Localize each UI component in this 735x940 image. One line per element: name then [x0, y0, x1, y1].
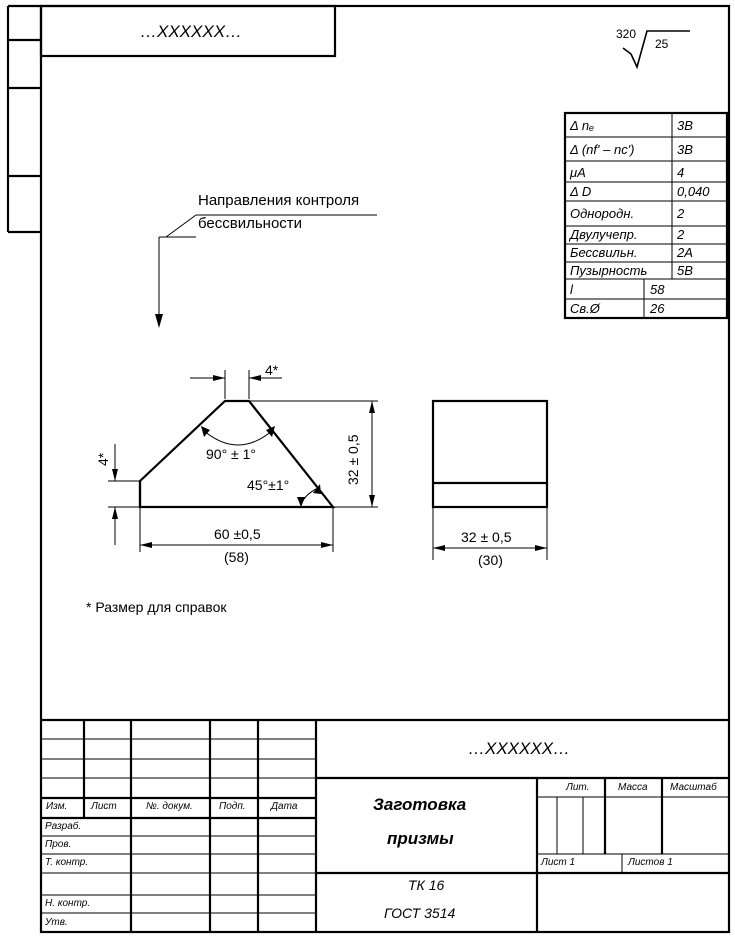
inspection-note-line1: Направления контроля [198, 192, 360, 209]
dim-height-text: 32 ± 0,5 [345, 434, 361, 485]
dim-side-width-ref-text: (30) [478, 552, 503, 568]
param-value: 2 [677, 227, 685, 242]
roughness-value-top: 320 [616, 27, 637, 41]
sheet-label: Лист 1 [541, 857, 576, 868]
top-stamp-text: …XXXXXX… [140, 22, 243, 41]
param-value: 0,040 [677, 184, 710, 199]
param-value: 3В [677, 142, 693, 157]
param-value: 26 [650, 301, 665, 316]
col-header-change: Изм. [46, 801, 68, 812]
dim-base-length-ref-text: (58) [224, 549, 249, 565]
param-value: 2А [677, 245, 693, 260]
role-checker: Пров. [45, 839, 72, 850]
dim-apex-angle-text: 90° ± 1° [206, 446, 257, 462]
param-value: 5В [677, 263, 693, 278]
col-header-sheet: Лист [91, 801, 117, 812]
roughness-value: 25 [655, 37, 669, 51]
prism-side-view [433, 401, 547, 507]
param-label: Однородн. [570, 206, 635, 221]
col-header-doc-no: №. докум. [146, 801, 193, 812]
param-label: Бессвильн. [570, 245, 638, 260]
dim-left-height [108, 444, 139, 545]
param-value: 2 [677, 206, 685, 221]
lit-label: Лит. [566, 782, 590, 793]
param-label: Двулучепр. [570, 227, 638, 242]
dim-apex-angle [201, 426, 275, 445]
role-tech-control: Т. контр. [45, 857, 89, 868]
param-label: Св.Ø [570, 301, 600, 316]
title-block-grid [41, 720, 729, 932]
col-header-signature: Подп. [219, 801, 246, 812]
role-norm-control: Н. контр. [45, 898, 91, 909]
param-label: μA [570, 165, 586, 180]
role-approver: Утв. [45, 917, 68, 928]
dim-side-width-text: 32 ± 0,5 [461, 529, 512, 545]
sheets-label: Листов 1 [628, 857, 673, 868]
col-header-date: Дата [271, 801, 298, 812]
param-value: 4 [677, 165, 685, 180]
param-label: l [570, 282, 573, 297]
dim-side-angle [297, 484, 321, 507]
param-label: Δ D [570, 184, 592, 199]
standard-line1: ТК 16 [408, 877, 445, 893]
param-value: 58 [650, 282, 665, 297]
title-line2: призмы [387, 829, 454, 848]
doc-code: …XXXXXX… [468, 739, 571, 758]
standard-line2: ГОСТ 3514 [384, 905, 456, 921]
mass-label: Масса [618, 782, 648, 793]
dim-side-angle-text: 45°±1° [247, 477, 290, 493]
role-developer: Разраб. [45, 821, 82, 832]
dim-top-width-text: 4* [265, 362, 279, 378]
param-value: 3В [677, 118, 693, 133]
inspection-note-line2: бессвильности [198, 215, 303, 232]
param-label: Δ nₑ [570, 118, 595, 133]
param-label: Δ (nf' – nc') [570, 142, 635, 157]
title-line1: Заготовка [373, 795, 467, 814]
scale-label: Масштаб [670, 782, 717, 793]
param-label: Пузырность [570, 263, 648, 278]
binding-strip [8, 6, 41, 232]
dim-left-height-text: 4* [95, 452, 111, 466]
footnote: * Размер для справок [86, 599, 227, 615]
dim-base-length-text: 60 ±0,5 [214, 526, 261, 542]
